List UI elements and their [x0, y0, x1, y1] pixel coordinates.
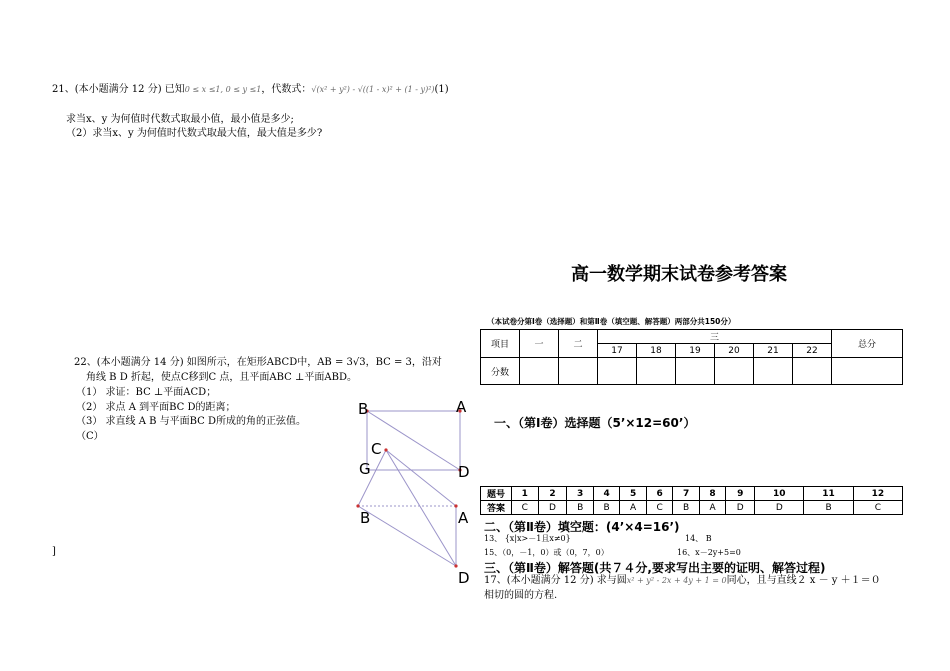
label-b-bottom: B — [360, 509, 371, 527]
q17-line2: 相切的圆的方程. — [484, 590, 558, 601]
exam-note: （本试卷分第Ⅰ卷（选择题）和第Ⅱ卷（填空题、解答题）两部分共150分） — [487, 317, 736, 326]
answer-num: 5 — [620, 487, 646, 501]
answer-cell: C — [646, 501, 673, 515]
q21-suffix: (1) — [434, 84, 449, 95]
answer-num: 8 — [699, 487, 725, 501]
score-cell — [676, 358, 715, 385]
score-sub-20: 20 — [715, 344, 754, 358]
point-b-bottom — [356, 504, 359, 507]
answer-num: 12 — [853, 487, 902, 501]
answer-cell: B — [593, 501, 619, 515]
q22-line6: （C） — [76, 431, 104, 442]
answer-num: 9 — [726, 487, 755, 501]
score-h-2: 二 — [559, 330, 598, 358]
label-d-bottom: D — [458, 569, 470, 587]
label-b-top: B — [358, 400, 369, 418]
q17-suffix: 同心，且与直线２ x － y ＋１＝０ — [726, 575, 881, 586]
point-c — [384, 448, 387, 451]
answer-16: 16、x－2y+5=0 — [677, 548, 741, 557]
score-sub-18: 18 — [637, 344, 676, 358]
bottom-edge-cd — [386, 450, 456, 566]
answer-cell: C — [853, 501, 902, 515]
q17-equation: x² + y² - 2x + 4y + 1 = 0 — [626, 576, 727, 585]
bottom-edge-ca — [386, 450, 456, 506]
q22-line4: （2） 求点 A 到平面BC D的距离； — [76, 402, 236, 413]
score-h-total: 总分 — [832, 330, 903, 358]
q22-line2: 角线 B D 折起，使点C移到C 点，且平面ABC ⊥平面ABD。 — [86, 372, 357, 383]
answer-num: 3 — [567, 487, 593, 501]
score-h-3: 三 — [598, 330, 832, 344]
q21-prefix: 21、(本小题满分 12 分) 已知 — [52, 84, 185, 95]
q22-line5: （3） 求直线 A B 与平面BC D所成的角的正弦值。 — [76, 416, 307, 427]
score-sub-21: 21 — [754, 344, 793, 358]
answer-h-num: 题号 — [481, 487, 512, 501]
q22-line1: 22、(本小题满分 14 分) 如图所示，在矩形ABCD中，AB = 3√3，BC = 3，沿对 — [74, 357, 442, 368]
bottom-edge-cb — [358, 450, 386, 506]
answer-num: 7 — [673, 487, 699, 501]
section3-heading: 三、（第Ⅱ卷）解答题(共７４分,要求写出主要的证明、解答过程) — [484, 561, 826, 575]
score-cell — [793, 358, 832, 385]
q17-prefix: 17、(本小题满分 12 分) 求与圆 — [484, 575, 627, 586]
score-sub-19: 19 — [676, 344, 715, 358]
score-cell — [832, 358, 903, 385]
answer-h-ans: 答案 — [481, 501, 512, 515]
q22-line3: （1） 求证：BC ⊥平面ACD； — [76, 387, 217, 398]
answer-15: 15、（0，－1，0）或（0，7，0） — [484, 548, 609, 557]
score-sub-17: 17 — [598, 344, 637, 358]
bottom-edge-bd — [358, 506, 456, 566]
answer-cell: D — [538, 501, 567, 515]
point-a-bottom — [454, 504, 457, 507]
answer-num: 2 — [538, 487, 567, 501]
section1-heading: 一、（第Ⅰ卷）选择题（5’×12=60’） — [494, 416, 696, 430]
answer-cell: D — [755, 501, 804, 515]
answer-title: 高一数学期末试卷参考答案 — [571, 264, 787, 285]
section2-heading: 二、（第Ⅱ卷）填空题：(4’×4=16’) — [484, 520, 680, 534]
label-a-bottom: A — [458, 509, 469, 527]
point-d-bottom — [454, 564, 457, 567]
q21-condition: 0 ≤ x ≤1, 0 ≤ y ≤1 — [184, 85, 262, 94]
score-cell — [754, 358, 793, 385]
answer-table — [480, 486, 903, 515]
answer-cell: B — [804, 501, 853, 515]
answer-cell: A — [699, 501, 725, 515]
score-h-1: 一 — [520, 330, 559, 358]
answer-num: 6 — [646, 487, 673, 501]
answer-cell: C — [512, 501, 539, 515]
label-g: G — [359, 460, 371, 478]
q21-line2: 求当x、y 为何值时代数式取最小值，最小值是多少; — [66, 114, 294, 125]
label-d-top: D — [458, 463, 470, 481]
answer-num: 4 — [593, 487, 619, 501]
answer-14: 14、 B — [685, 534, 712, 543]
score-cell — [520, 358, 559, 385]
answer-cell: B — [567, 501, 593, 515]
answer-cell: B — [673, 501, 699, 515]
stray-bracket: ] — [52, 546, 56, 557]
score-cell — [715, 358, 754, 385]
score-cell — [598, 358, 637, 385]
fold-figure — [352, 398, 477, 588]
q21-line3: （2）求当x、y 为何值时代数式取最大值，最大值是多少? — [66, 128, 323, 139]
label-a-top: A — [456, 398, 467, 416]
answer-num: 1 — [512, 487, 539, 501]
q17-line1 — [484, 574, 881, 588]
score-table — [480, 329, 903, 385]
label-c: C — [371, 440, 382, 458]
answer-13: 13、 {x|x>－1且x≠0} — [484, 534, 571, 543]
answer-num: 11 — [804, 487, 853, 501]
score-h-item: 项目 — [481, 330, 520, 358]
answer-cell: D — [726, 501, 755, 515]
q21-mid: ，代数式： — [261, 84, 312, 95]
score-cell — [559, 358, 598, 385]
q21-line1 — [52, 83, 449, 97]
score-sub-22: 22 — [793, 344, 832, 358]
score-cell — [637, 358, 676, 385]
answer-cell: A — [620, 501, 646, 515]
score-row-label: 分数 — [481, 358, 520, 385]
q21-expression: √(x² + y²) - √((1 - x)² + (1 - y)²) — [311, 85, 435, 94]
answer-num: 10 — [755, 487, 804, 501]
